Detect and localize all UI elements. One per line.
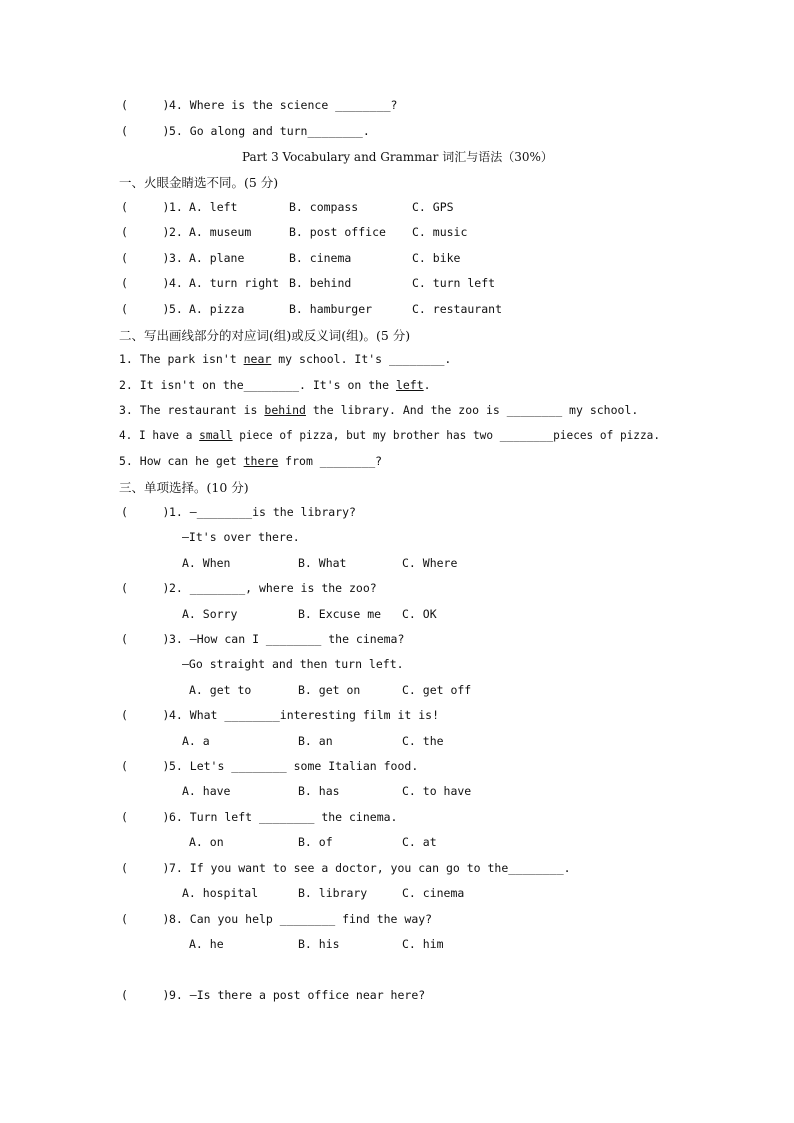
option-b: B. library bbox=[298, 886, 368, 900]
option-b: B. his bbox=[298, 937, 340, 951]
underlined-word: behind bbox=[264, 403, 306, 417]
item-number: 5. bbox=[169, 302, 183, 316]
option-a: A. plane bbox=[189, 251, 245, 265]
option-a: A. hospital bbox=[182, 886, 259, 900]
reply-text: —Go straight and then turn left. bbox=[182, 657, 404, 671]
option-c: C. cinema bbox=[402, 886, 465, 900]
option-c: C. get off bbox=[402, 683, 472, 697]
option-a: A. Sorry bbox=[182, 607, 238, 621]
answer-paren: ( ) bbox=[121, 276, 170, 290]
sentence-start: 3. The restaurant is bbox=[119, 403, 265, 417]
answer-paren: ( ) bbox=[121, 759, 170, 773]
answer-paren: ( ) bbox=[121, 225, 170, 239]
reply-text: —It's over there. bbox=[182, 530, 300, 544]
item-number: 1. bbox=[169, 200, 183, 214]
section2-item-1 bbox=[119, 352, 451, 366]
sentence-start: 4. I have a bbox=[119, 429, 200, 442]
underlined-word: small bbox=[199, 429, 233, 442]
answer-paren: ( ) bbox=[121, 200, 170, 214]
option-b: B. an bbox=[298, 734, 333, 748]
part3-title: Part 3 Vocabulary and Grammar 词汇与语法（30%） bbox=[242, 150, 553, 164]
question-text: 1. —________is the library? bbox=[169, 505, 356, 519]
option-b: B. hamburger bbox=[289, 302, 373, 316]
section3-heading: 三、单项选择。(10 分) bbox=[119, 480, 249, 495]
question-text: 3. —How can I ________ the cinema? bbox=[169, 632, 405, 646]
section2-heading: 二、写出画线部分的对应词(组)或反义词(组)。(5 分) bbox=[119, 328, 411, 343]
underlined-word: near bbox=[243, 352, 272, 366]
option-a: A. museum bbox=[189, 225, 252, 239]
item-number: 3. bbox=[169, 251, 183, 265]
option-a: A. he bbox=[189, 937, 224, 951]
sentence-end: piece of pizza, but my brother has two ________pieces of pizza. bbox=[232, 429, 661, 442]
option-c: C. bike bbox=[412, 251, 461, 265]
option-c: C. turn left bbox=[412, 276, 496, 290]
option-a: A. on bbox=[189, 835, 224, 849]
section2-item-4 bbox=[119, 429, 660, 442]
question-text: 4. What ________interesting film it is! bbox=[169, 708, 440, 722]
option-c: C. restaurant bbox=[412, 302, 503, 316]
section2-item-2 bbox=[119, 378, 431, 392]
question-text: 5. Go along and turn________. bbox=[169, 124, 370, 138]
answer-paren: ( ) bbox=[121, 632, 170, 646]
section2-item-5 bbox=[119, 454, 382, 468]
question-text: 6. Turn left ________ the cinema. bbox=[169, 810, 398, 824]
option-c: C. the bbox=[402, 734, 444, 748]
option-c: C. GPS bbox=[412, 200, 454, 214]
section1-heading: 一、火眼金睛选不同。(5 分) bbox=[119, 175, 279, 190]
item-number: 4. bbox=[169, 276, 183, 290]
section2-item-3 bbox=[119, 403, 638, 417]
option-c: C. at bbox=[402, 835, 437, 849]
option-b: B. Excuse me bbox=[298, 607, 382, 621]
option-c: C. to have bbox=[402, 784, 472, 798]
option-b: B. cinema bbox=[289, 251, 352, 265]
question-text: 8. Can you help ________ find the way? bbox=[169, 912, 433, 926]
answer-paren: ( ) bbox=[121, 861, 170, 875]
answer-paren: ( ) bbox=[121, 988, 170, 1002]
option-b: B. behind bbox=[289, 276, 352, 290]
answer-paren: ( ) bbox=[121, 124, 170, 138]
option-c: C. OK bbox=[402, 607, 437, 621]
question-text: 7. If you want to see a doctor, you can go to the________. bbox=[169, 861, 571, 875]
sentence-start: 2. It isn't on the________. It's on the bbox=[119, 378, 396, 392]
option-b: B. What bbox=[298, 556, 347, 570]
answer-paren: ( ) bbox=[121, 251, 170, 265]
option-a: A. pizza bbox=[189, 302, 245, 316]
option-b: B. has bbox=[298, 784, 340, 798]
option-c: C. Where bbox=[402, 556, 458, 570]
sentence-start: 1. The park isn't bbox=[119, 352, 244, 366]
option-a: A. a bbox=[182, 734, 210, 748]
answer-paren: ( ) bbox=[121, 505, 170, 519]
question-text: 9. —Is there a post office near here? bbox=[169, 988, 426, 1002]
option-b: B. get on bbox=[298, 683, 361, 697]
answer-paren: ( ) bbox=[121, 810, 170, 824]
item-number: 2. bbox=[169, 225, 183, 239]
answer-paren: ( ) bbox=[121, 98, 170, 112]
sentence-start: 5. How can he get bbox=[119, 454, 244, 468]
underlined-word: there bbox=[243, 454, 279, 468]
sentence-end: my school. It's ________. bbox=[271, 352, 452, 366]
option-c: C. him bbox=[402, 937, 444, 951]
option-b: B. of bbox=[298, 835, 333, 849]
option-c: C. music bbox=[412, 225, 468, 239]
option-a: A. turn right bbox=[189, 276, 280, 290]
option-b: B. post office bbox=[289, 225, 386, 239]
option-a: A. get to bbox=[189, 683, 252, 697]
answer-paren: ( ) bbox=[121, 581, 170, 595]
option-a: A. have bbox=[182, 784, 231, 798]
answer-paren: ( ) bbox=[121, 708, 170, 722]
sentence-end: from ________? bbox=[278, 454, 383, 468]
question-text: 2. ________, where is the zoo? bbox=[169, 581, 377, 595]
sentence-end: the library. And the zoo is ________ my school. bbox=[305, 403, 639, 417]
answer-paren: ( ) bbox=[121, 302, 170, 316]
answer-paren: ( ) bbox=[121, 912, 170, 926]
option-a: A. When bbox=[182, 556, 231, 570]
underlined-word: left bbox=[395, 378, 424, 392]
sentence-end: . bbox=[423, 378, 431, 392]
question-text: 4. Where is the science ________? bbox=[169, 98, 398, 112]
option-b: B. compass bbox=[289, 200, 359, 214]
option-a: A. left bbox=[189, 200, 238, 214]
question-text: 5. Let's ________ some Italian food. bbox=[169, 759, 419, 773]
